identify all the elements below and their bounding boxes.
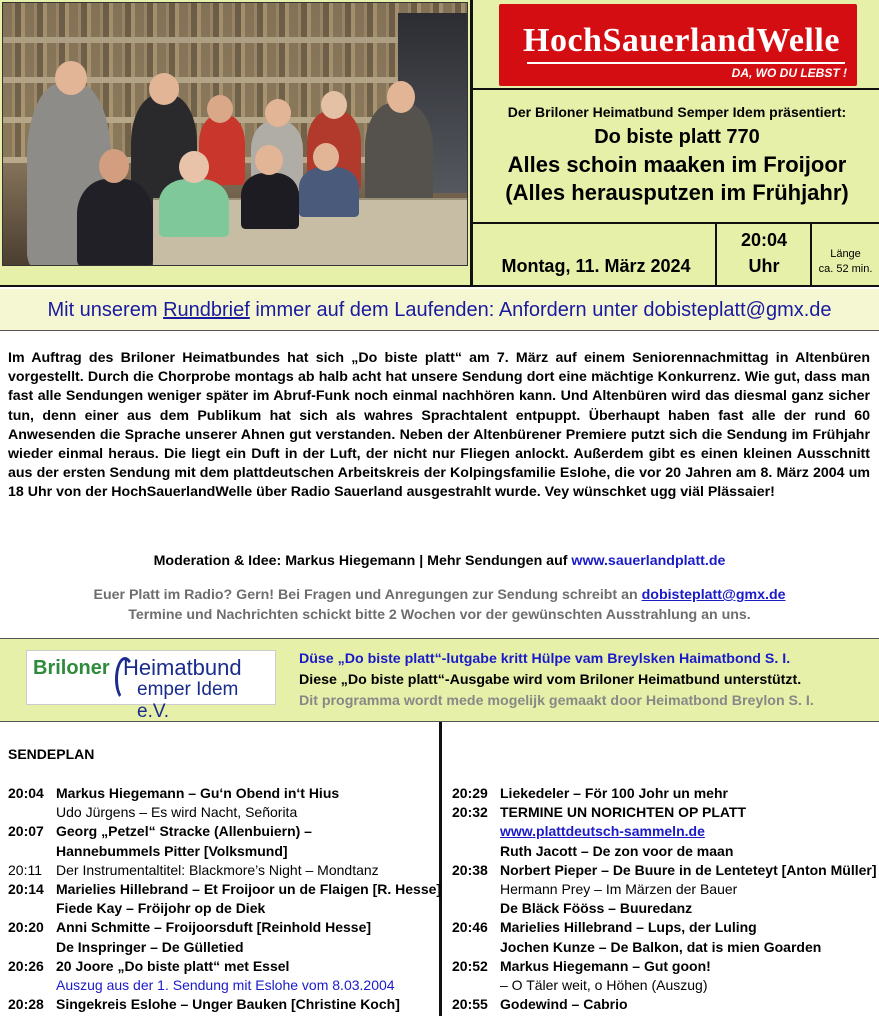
schedule-entry: Marielies Hillebrand – Lups, der Luling bbox=[500, 919, 757, 936]
station-logo-slogan: DA, WO DU LEBST ! bbox=[731, 66, 847, 80]
newsletter-banner bbox=[0, 289, 879, 331]
deadline-note: Termine und Nachrichten schickt bitte 2 Wochen vor der gewünschten Ausstrahlung an uns. bbox=[128, 607, 751, 623]
schedule-entry: TERMINE UN NORICHTEN OP PLATT bbox=[500, 804, 747, 821]
schedule-entry: Der Instrumentaltitel: Blackmore’s Night – Mondtanz bbox=[56, 861, 379, 878]
schedule-entry: Hermann Prey – Im Märzen der Bauer bbox=[500, 881, 738, 897]
contact-line bbox=[0, 587, 879, 603]
schedule-entry: Singekreis Eslohe – Unger Bauken [Christine Koch] bbox=[56, 996, 400, 1013]
schedule-time: 20:46 bbox=[452, 919, 488, 936]
schedule-divider bbox=[439, 722, 442, 1016]
schedule-entry: Norbert Pieper – De Buure in de Lenteteyt [Anton Müller] bbox=[500, 861, 877, 878]
episode-title: Alles schoin maaken im Froijoor bbox=[507, 152, 847, 177]
schedule-time: 20:29 bbox=[452, 785, 488, 801]
schedule-entry: Godewind – Cabrio bbox=[500, 996, 628, 1013]
schedule-time: 20:38 bbox=[452, 861, 488, 878]
sponsor-line-platt: Düse „Do biste platt“-lutgabe kritt Hülpe vam Breylsken Haimatbond S. I. bbox=[299, 651, 791, 667]
schedule-entry: Markus Hiegemann – Gut goon! bbox=[500, 957, 711, 974]
schedule-time: 20:52 bbox=[452, 957, 488, 974]
heimatbund-logo[interactable] bbox=[26, 650, 276, 722]
email-link[interactable]: dobisteplatt@gmx.de bbox=[641, 587, 786, 603]
schedule-time: 20:11 bbox=[8, 861, 42, 878]
presenter-line: Der Briloner Heimatbund Semper Idem präsentiert: bbox=[507, 104, 847, 120]
schedule-time: 20:20 bbox=[8, 919, 44, 936]
schedule-entry: Marielies Hillebrand – Et Froijoor un de Flaigen [R. Hesse] bbox=[56, 881, 442, 897]
schedule-entry: Auszug aus der 1. Sendung mit Eslohe vom 8.03.2004 bbox=[56, 977, 395, 993]
schedule-entry: Liekedeler – För 100 Johr un mehr bbox=[500, 785, 728, 801]
group-photo bbox=[2, 2, 468, 266]
schedule-time: 20:07 bbox=[8, 823, 44, 840]
header-divider bbox=[715, 222, 717, 287]
schedule-time: 20:32 bbox=[452, 804, 488, 821]
logo-word-heimatbund: Heimatbund bbox=[123, 655, 242, 680]
schedule-time: 20:55 bbox=[452, 996, 488, 1013]
schedule-entry: De Inspringer – De Gülletied bbox=[56, 938, 244, 955]
banner-text-pre: Mit unserem bbox=[47, 299, 164, 321]
length-label: Länge bbox=[830, 248, 861, 260]
header-rule bbox=[473, 88, 879, 90]
credits-text: Moderation & Idee: Markus Hiegemann | Mehr Sendungen auf bbox=[153, 553, 572, 569]
schedule-time: 20:04 bbox=[8, 785, 44, 801]
credits-line bbox=[0, 553, 879, 569]
schedule-time: 20:26 bbox=[8, 957, 44, 974]
contact-text: Euer Platt im Radio? Gern! Bei Fragen und Anregungen zur Sendung schreibt an bbox=[93, 587, 642, 603]
schedule-entry: Markus Hiegemann – Gu‘n Obend in‘t Hius bbox=[56, 785, 340, 801]
schedule-time: 20:28 bbox=[8, 996, 44, 1013]
broadcast-time-unit: Uhr bbox=[748, 256, 780, 276]
logo-word-semper: emper Idem e.V. bbox=[137, 679, 239, 722]
schedule-link[interactable]: www.plattdeutsch-sammeln.de bbox=[500, 823, 705, 840]
episode-subtitle: (Alles herausputzen im Frühjahr) bbox=[505, 180, 849, 205]
header-divider bbox=[470, 0, 473, 287]
website-link[interactable]: www.sauerlandplatt.de bbox=[571, 553, 726, 569]
schedule-entry: Udo Jürgens – Es wird Nacht, Señorita bbox=[56, 804, 298, 821]
schedule-entry: Fiede Kay – Fröijohr op de Diek bbox=[56, 900, 266, 917]
banner-text-post: immer auf dem Laufenden: Anfordern unter dobisteplatt@gmx.de bbox=[249, 299, 832, 321]
schedule-entry: De Bläck Fööss – Buuredanz bbox=[500, 900, 693, 917]
episode-description: Im Auftrag des Briloner Heimatbundes hat sich „Do biste platt“ am 7. März auf einem Seniorennachmittag in Altenbüren vorgestellt. Durch die Chorprobe montags ab halb acht hat unsere Sendung dort eine mächtige Konkurrenz. Wie gut, dass man fast alle Sendungen weniger später im Abruf-Funk noch einmal nachhören kann. Und Altenbüren wird das diesmal ganz sicher tun, denn einer aus dem Publikum hat sich als wahres Sprachtalent entpuppt. Überhaupt haben fast alle der rund 60 Anwesenden die Sprache unserer Ahnen gut verstanden. Neben der Altenbürener Premiere putzt sich die Sendung im Frühjahr wieder einmal heraus. Die liegt ein Duft in der Luft, der nicht nur Fliegen anlockt. Außerdem gibt es einen kleinen Ausschnitt aus der ersten Sendung mit dem plattdeutschen Arbeitskreis der Kolpingsfamilie Eslohe, die vor 20 Jahren am 8. März 2004 um 18 Uhr von der HochSauerlandWelle über Radio Sauerland ausgestrahlt wurde. Vey wünschket ugg viäl Plässaier! bbox=[8, 350, 870, 501]
schedule-heading: SENDEPLAN bbox=[8, 746, 95, 762]
logo-word-briloner: Briloner bbox=[33, 657, 110, 679]
broadcast-date: Montag, 11. März 2024 bbox=[501, 256, 691, 276]
sponsor-line-dutch: Dit programma wordt mede mogelijk gemaakt door Heimatbond Breylon S. I. bbox=[299, 693, 814, 709]
schedule-time: 20:14 bbox=[8, 881, 44, 897]
schedule-entry: Ruth Jacott – De zon voor de maan bbox=[500, 842, 734, 859]
episode-number: Do biste platt 770 bbox=[594, 126, 760, 148]
schedule-entry: Anni Schmitte – Froijoorsduft [Reinhold Hesse] bbox=[56, 919, 372, 936]
station-logo-wordmark: HochSauerlandWelle bbox=[523, 22, 840, 59]
station-logo[interactable] bbox=[499, 4, 857, 86]
sponsor-line-german: Diese „Do biste platt“-Ausgabe wird vom Briloner Heimatbund unterstützt. bbox=[299, 672, 802, 688]
schedule-entry: – O Täler weit, o Höhen (Auszug) bbox=[500, 977, 708, 993]
schedule-entry: Hannebummels Pitter [Volksmund] bbox=[56, 842, 288, 859]
broadcast-time: 20:04 bbox=[740, 230, 788, 250]
newsletter-link[interactable]: Rundbrief bbox=[163, 299, 250, 321]
schedule-entry: Jochen Kunze – De Balkon, dat is mien Goarden bbox=[500, 938, 822, 955]
header-rule bbox=[473, 222, 879, 224]
schedule-entry: Georg „Petzel“ Stracke (Allenbuiern) – bbox=[56, 823, 312, 840]
episode-header bbox=[0, 0, 879, 287]
length-value: ca. 52 min. bbox=[818, 263, 873, 275]
schedule-entry: 20 Joore „Do biste platt“ met Essel bbox=[56, 957, 290, 974]
